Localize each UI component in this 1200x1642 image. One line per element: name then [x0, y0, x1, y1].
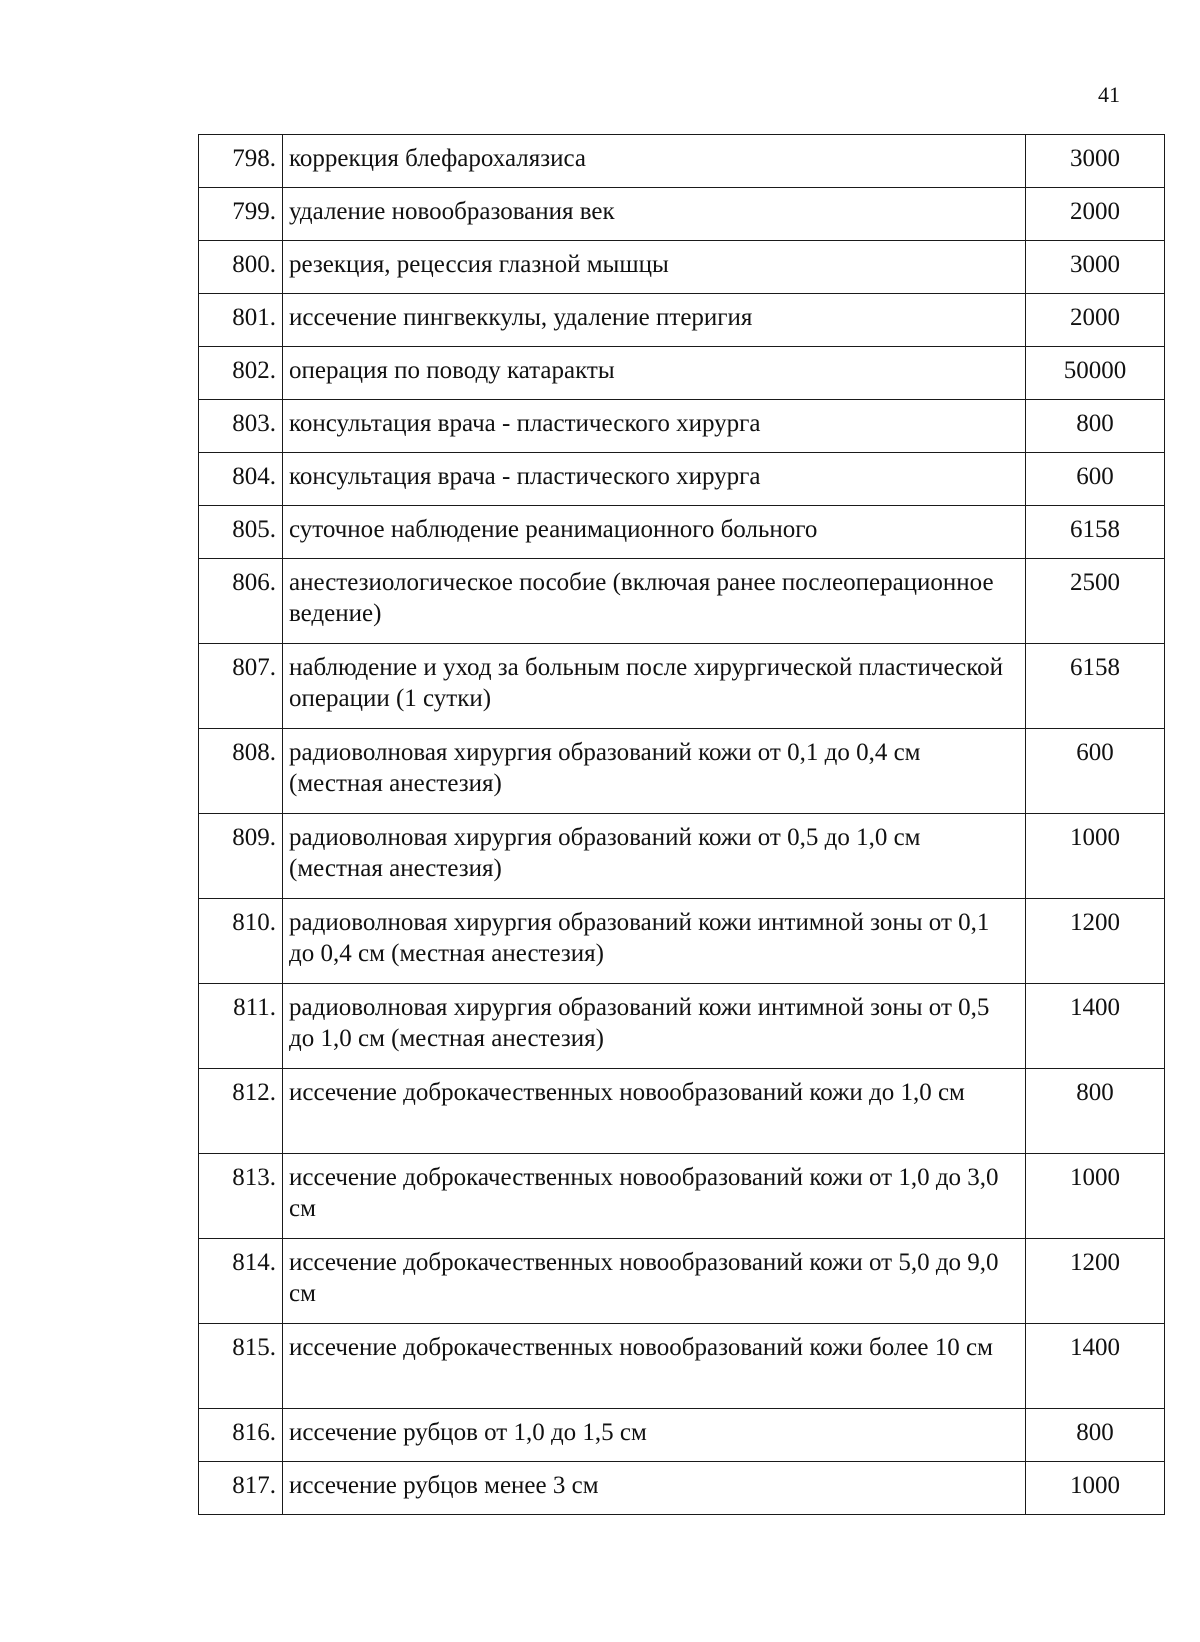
- service-description: радиоволновая хирургия образований кожи от 0,1 до 0,4 см (местная анестезия): [283, 729, 1026, 814]
- row-number: 807.: [199, 644, 283, 729]
- price-table: [198, 134, 1165, 1515]
- service-price: 1200: [1026, 899, 1165, 984]
- table-row: [199, 559, 1165, 644]
- row-number: 809.: [199, 814, 283, 899]
- service-price: 2000: [1026, 188, 1165, 241]
- table-row: [199, 453, 1165, 506]
- service-price: 6158: [1026, 506, 1165, 559]
- row-number: 810.: [199, 899, 283, 984]
- row-number: 803.: [199, 400, 283, 453]
- service-description: коррекция блефарохалязиса: [283, 135, 1026, 188]
- table-body: [199, 135, 1165, 1515]
- service-description: удаление новообразования век: [283, 188, 1026, 241]
- service-description: иссечение доброкачественных новообразований кожи от 5,0 до 9,0 см: [283, 1239, 1026, 1324]
- table-row: [199, 1154, 1165, 1239]
- row-number: 812.: [199, 1069, 283, 1154]
- service-description: иссечение доброкачественных новообразований кожи более 10 см: [283, 1324, 1026, 1409]
- table-row: [199, 984, 1165, 1069]
- table-row: [199, 1324, 1165, 1409]
- service-description: иссечение рубцов менее 3 см: [283, 1462, 1026, 1515]
- service-description: иссечение доброкачественных новообразований кожи от 1,0 до 3,0 см: [283, 1154, 1026, 1239]
- service-price: 1400: [1026, 1324, 1165, 1409]
- service-price: 600: [1026, 729, 1165, 814]
- service-price: 6158: [1026, 644, 1165, 729]
- table-row: [199, 1462, 1165, 1515]
- service-price: 1400: [1026, 984, 1165, 1069]
- row-number: 799.: [199, 188, 283, 241]
- service-price: 3000: [1026, 135, 1165, 188]
- service-description: операция по поводу катаракты: [283, 347, 1026, 400]
- table-row: [199, 188, 1165, 241]
- row-number: 802.: [199, 347, 283, 400]
- row-number: 817.: [199, 1462, 283, 1515]
- table-row: [199, 347, 1165, 400]
- row-number: 815.: [199, 1324, 283, 1409]
- service-price: 600: [1026, 453, 1165, 506]
- service-description: радиоволновая хирургия образований кожи интимной зоны от 0,5 до 1,0 см (местная анестезия): [283, 984, 1026, 1069]
- service-description: радиоволновая хирургия образований кожи от 0,5 до 1,0 см (местная анестезия): [283, 814, 1026, 899]
- table-row: [199, 729, 1165, 814]
- table-row: [199, 814, 1165, 899]
- table-row: [199, 899, 1165, 984]
- service-price: 1000: [1026, 1462, 1165, 1515]
- service-description: иссечение пингвеккулы, удаление птеригия: [283, 294, 1026, 347]
- service-description: иссечение доброкачественных новообразований кожи до 1,0 см: [283, 1069, 1026, 1154]
- table-row: [199, 644, 1165, 729]
- table-row: [199, 241, 1165, 294]
- table-row: [199, 1409, 1165, 1462]
- service-description: наблюдение и уход за больным после хирургической пластической операции (1 сутки): [283, 644, 1026, 729]
- service-price: 1000: [1026, 814, 1165, 899]
- service-price: 50000: [1026, 347, 1165, 400]
- row-number: 805.: [199, 506, 283, 559]
- table-row: [199, 1239, 1165, 1324]
- service-price: 2000: [1026, 294, 1165, 347]
- service-description: консультация врача - пластического хирурга: [283, 453, 1026, 506]
- row-number: 806.: [199, 559, 283, 644]
- row-number: 801.: [199, 294, 283, 347]
- row-number: 814.: [199, 1239, 283, 1324]
- service-price: 1200: [1026, 1239, 1165, 1324]
- service-price: 800: [1026, 1069, 1165, 1154]
- table-row: [199, 1069, 1165, 1154]
- service-description: резекция, рецессия глазной мышцы: [283, 241, 1026, 294]
- row-number: 800.: [199, 241, 283, 294]
- table-row: [199, 294, 1165, 347]
- service-price: 2500: [1026, 559, 1165, 644]
- row-number: 808.: [199, 729, 283, 814]
- service-description: радиоволновая хирургия образований кожи интимной зоны от 0,1 до 0,4 см (местная анестезия): [283, 899, 1026, 984]
- service-description: суточное наблюдение реанимационного больного: [283, 506, 1026, 559]
- row-number: 804.: [199, 453, 283, 506]
- service-price: 800: [1026, 400, 1165, 453]
- service-price: 1000: [1026, 1154, 1165, 1239]
- table-row: [199, 400, 1165, 453]
- table-row: [199, 506, 1165, 559]
- row-number: 798.: [199, 135, 283, 188]
- row-number: 811.: [199, 984, 283, 1069]
- service-price: 3000: [1026, 241, 1165, 294]
- row-number: 816.: [199, 1409, 283, 1462]
- service-description: иссечение рубцов от 1,0 до 1,5 см: [283, 1409, 1026, 1462]
- service-description: консультация врача - пластического хирурга: [283, 400, 1026, 453]
- row-number: 813.: [199, 1154, 283, 1239]
- service-price: 800: [1026, 1409, 1165, 1462]
- page-number: 41: [1098, 82, 1120, 107]
- table-row: [199, 135, 1165, 188]
- service-description: анестезиологическое пособие (включая ранее послеоперационное ведение): [283, 559, 1026, 644]
